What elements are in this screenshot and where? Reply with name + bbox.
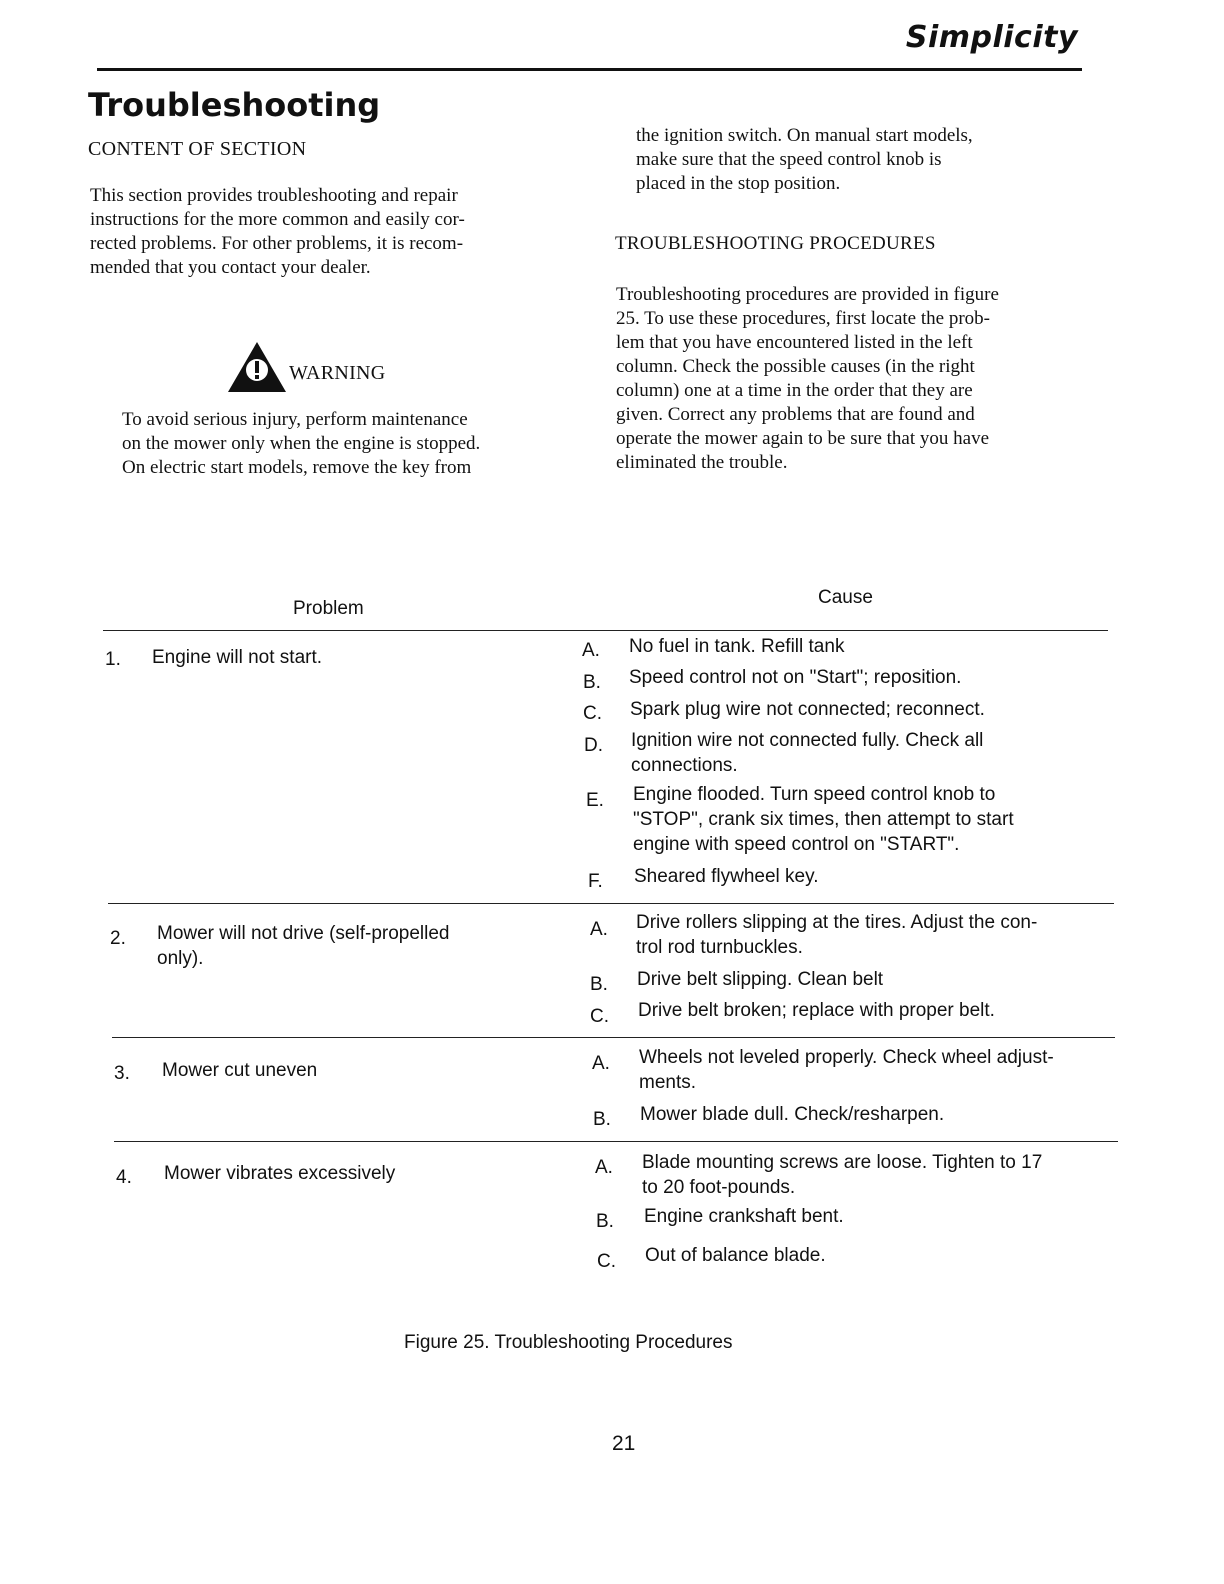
header-rule <box>97 68 1082 71</box>
cause-letter: B. <box>590 974 608 995</box>
cause-text <box>636 910 1114 960</box>
cause-letter: E. <box>586 790 604 811</box>
cause-letter: A. <box>582 640 600 661</box>
warning-line: To avoid serious injury, perform maintenance <box>122 409 468 430</box>
problem-text <box>157 921 450 971</box>
cause-letter: F. <box>588 871 603 892</box>
cause-letter: B. <box>593 1109 611 1130</box>
cause-text: Spark plug wire not connected; reconnect. <box>630 699 985 720</box>
cause-line: ments. <box>639 1072 697 1093</box>
cause-line: Blade mounting screws are loose. Tighten to 17 <box>642 1152 1043 1173</box>
cause-text: No fuel in tank. Refill tank <box>629 636 845 657</box>
procedures-line: operate the mower again to be sure that you have <box>616 428 989 449</box>
warning-text <box>122 408 582 480</box>
problem-number: 2. <box>110 928 126 949</box>
warning-line: On electric start models, remove the key from <box>122 457 472 478</box>
cause-text: Out of balance blade. <box>645 1245 826 1266</box>
cause-line: to 20 foot-pounds. <box>642 1177 796 1198</box>
warning-continued <box>636 124 1096 196</box>
procedures-line: Troubleshooting procedures are provided in figure <box>616 284 999 305</box>
cause-line: Wheels not leveled properly. Check wheel adjust- <box>639 1047 1054 1068</box>
cause-letter: D. <box>584 735 603 756</box>
cause-text <box>639 1045 1117 1095</box>
page-title: Troubleshooting <box>88 86 381 124</box>
problem-text: Mower vibrates excessively <box>164 1163 396 1184</box>
procedures-line: column) one at a time in the order that they are <box>616 380 973 401</box>
cause-line: Engine flooded. Turn speed control knob to <box>633 784 996 805</box>
content-heading: CONTENT OF SECTION <box>88 138 307 160</box>
cause-line-part: Ignition wire not connected fully. Check all <box>631 730 984 751</box>
cause-text <box>633 782 1111 857</box>
warning-icon <box>226 340 288 394</box>
content-line: instructions for the more common and easily cor- <box>90 209 465 230</box>
content-line: mended that you contact your dealer. <box>90 257 371 278</box>
procedures-line: lem that you have encountered listed in the left <box>616 332 973 353</box>
cause-letter: B. <box>596 1211 614 1232</box>
warning-label: WARNING <box>289 362 386 384</box>
problem-line: Mower will not drive (self-propelled <box>157 923 450 944</box>
cause-letter: B. <box>583 672 601 693</box>
cause-letter: A. <box>595 1157 613 1178</box>
cause-line <box>631 728 1109 753</box>
content-paragraph <box>90 184 590 280</box>
cause-text: Speed control not on "Start"; reposition. <box>629 667 962 688</box>
warning-line: placed in the stop position. <box>636 173 841 194</box>
cause-line: trol rod turnbuckles. <box>636 937 803 958</box>
procedures-heading: TROUBLESHOOTING PROCEDURES <box>615 233 936 254</box>
cause-letter: A. <box>592 1053 610 1074</box>
cause-text: Engine crankshaft bent. <box>644 1206 844 1227</box>
problem-number: 1. <box>105 649 121 670</box>
cause-letter: C. <box>583 703 602 724</box>
brand-logo: Simplicity <box>905 20 1078 55</box>
problem-number: 4. <box>116 1167 132 1188</box>
problem-text: Engine will not start. <box>152 647 323 668</box>
column-header-cause: Cause <box>818 587 873 608</box>
cause-text: Drive belt slipping. Clean belt <box>637 969 884 990</box>
problem-line: only). <box>157 948 204 969</box>
cause-line: connections. <box>631 755 738 776</box>
page-number: 21 <box>612 1432 636 1455</box>
table-header-rule <box>103 630 1108 631</box>
cause-letter: A. <box>590 919 608 940</box>
cause-text <box>642 1150 1120 1200</box>
cause-line: engine with speed control on "START". <box>633 834 960 855</box>
cause-text: Sheared flywheel key. <box>634 866 819 887</box>
row-divider <box>114 1141 1118 1142</box>
figure-caption: Figure 25. Troubleshooting Procedures <box>404 1332 733 1353</box>
cause-letter: C. <box>597 1251 616 1272</box>
problem-number: 3. <box>114 1063 130 1084</box>
warning-line: the ignition switch. On manual start models, <box>636 125 973 146</box>
cause-text <box>631 728 1109 778</box>
row-divider <box>112 1037 1115 1038</box>
content-line: This section provides troubleshooting and repair <box>90 185 458 206</box>
row-divider <box>108 903 1114 904</box>
problem-text: Mower cut uneven <box>162 1060 318 1081</box>
cause-letter: C. <box>590 1006 609 1027</box>
cause-line: "STOP", crank six times, then attempt to start <box>633 809 1014 830</box>
procedures-line: column. Check the possible causes (in the right <box>616 356 975 377</box>
procedures-line: eliminated the trouble. <box>616 452 788 473</box>
warning-line: on the mower only when the engine is stopped. <box>122 433 481 454</box>
cause-text: Drive belt broken; replace with proper belt. <box>638 1000 995 1021</box>
warning-line: make sure that the speed control knob is <box>636 149 942 170</box>
column-header-problem: Problem <box>293 598 364 619</box>
procedures-paragraph <box>616 283 1096 475</box>
procedures-line: 25. To use these procedures, first locate the prob- <box>616 308 990 329</box>
cause-text: Mower blade dull. Check/resharpen. <box>640 1104 945 1125</box>
procedures-line: given. Correct any problems that are found and <box>616 404 975 425</box>
cause-line: Drive rollers slipping at the tires. Adjust the con- <box>636 912 1038 933</box>
content-line: rected problems. For other problems, it is recom- <box>90 233 464 254</box>
